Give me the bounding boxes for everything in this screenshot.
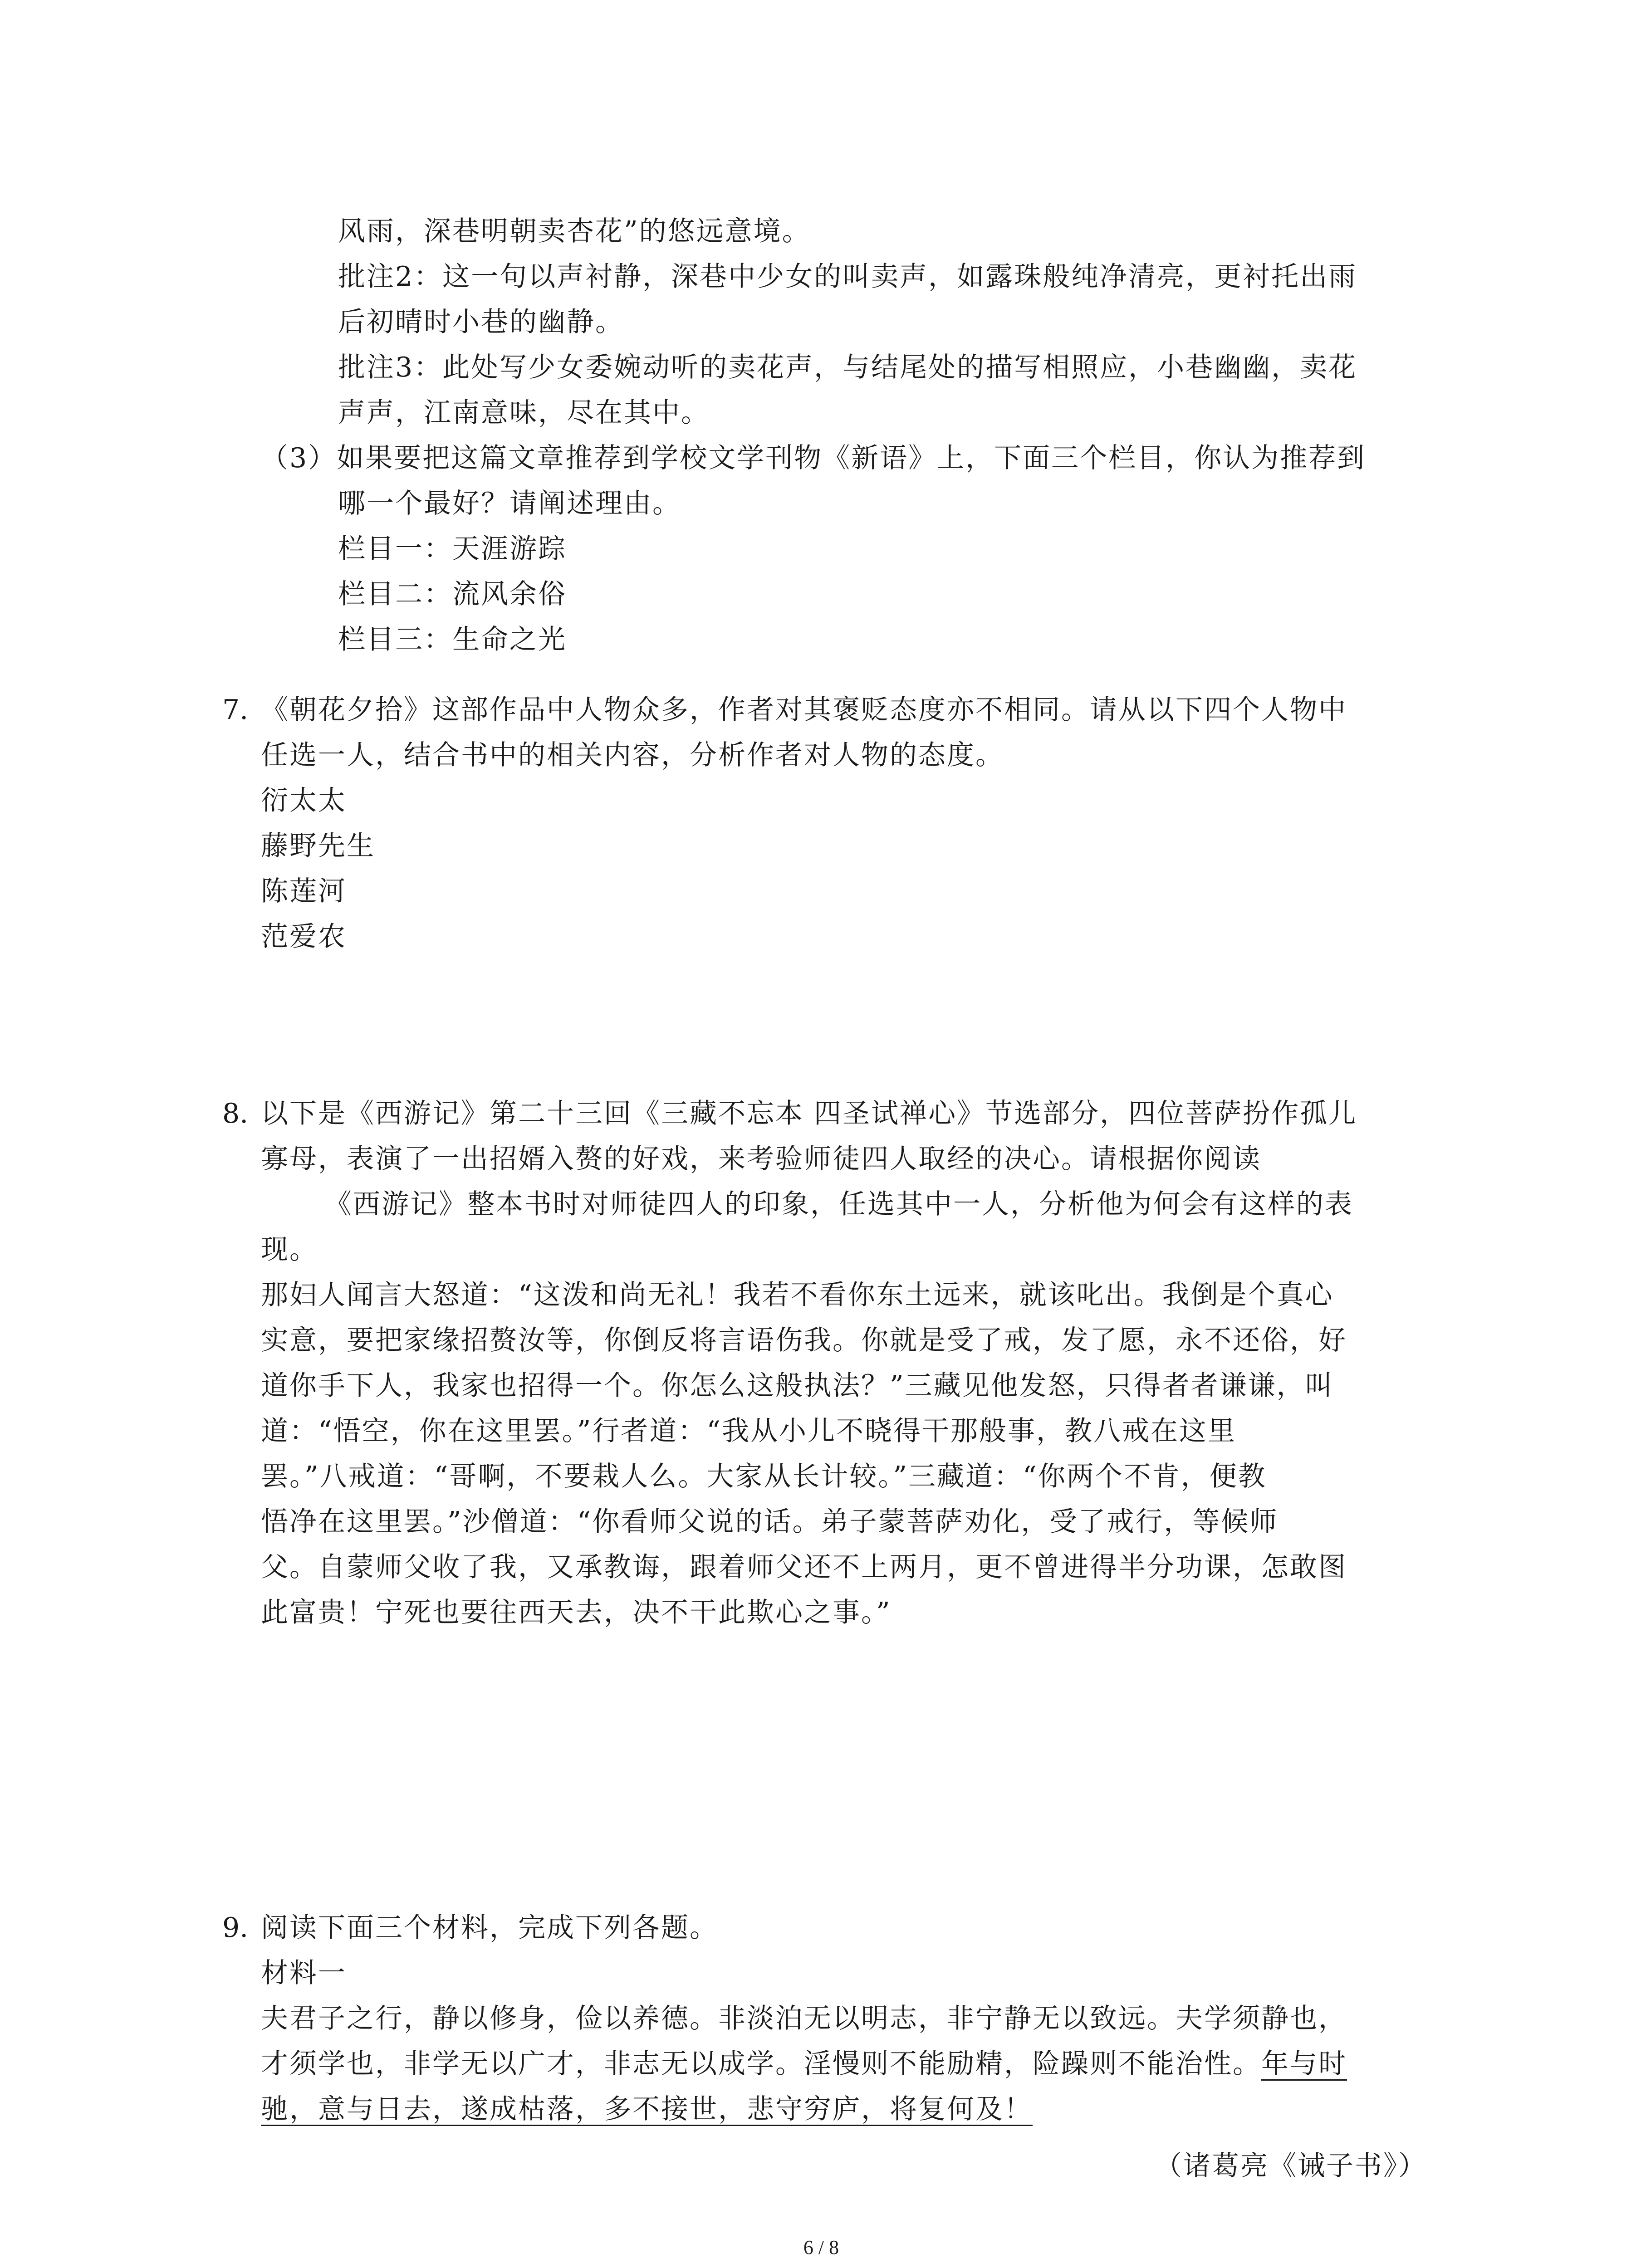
cont-line: 风雨，深巷明朝卖杏花”的悠远意境。 [338,215,811,247]
excerpt-line: 父。自蒙师父收了我，又承教诲，跟着师父还不上两月，更不曾进得半分功课，怎敢图 [261,1551,1347,1583]
question-7-number: 7. [222,694,249,726]
subquestion-3-line: 哪一个最好？请阐述理由。 [338,488,681,519]
question-8-text: 以下是《西游记》第二十三回《三藏不忘本 四圣试禅心》节选部分，四位菩萨扮作孤儿 [261,1098,1357,1129]
material-text: 夫君子之行，静以修身，俭以养德。非淡泊无以明志，非宁静无以致远。夫学须静也， [261,2003,1347,2034]
question-9-text: 阅读下面三个材料，完成下列各题。 [261,1912,718,1944]
question-7-text: 《朝花夕拾》这部作品中人物众多，作者对其褒贬态度亦不相同。请从以下四个人物中 [261,694,1347,726]
annotation-2-line: 后初晴时小巷的幽静。 [338,306,624,338]
excerpt-line: 此富贵！宁死也要往西天去，决不干此欺心之事。” [261,1597,892,1628]
excerpt-line: 道：“悟空，你在这里罢。”行者道：“我从小儿不晓得干那般事，教八戒在这里 [261,1415,1237,1447]
question-8-number: 8. [222,1098,249,1129]
material-text-plain: 才须学也，非学无以广才，非志无以成学。淫慢则不能励精，险躁则不能治性。 [261,2048,1261,2080]
column-option-1: 栏目一：天涯游踪 [338,533,567,565]
question-8-text: 寡母，表演了一出招婿入赘的好戏，来考验师徒四人取经的决心。请根据你阅读 [261,1143,1261,1175]
excerpt-line: 罢。”八戒道：“哥啊，不要栽人么。大家从长计较。”三藏道：“你两个不肯，便教 [261,1461,1267,1492]
underlined-text: 年与时 [1261,2048,1347,2080]
page-number: 6 / 8 [803,2236,839,2258]
excerpt-line: 那妇人闻言大怒道：“这泼和尚无礼！我若不看你东土远来，就该叱出。我倒是个真心 [261,1279,1334,1311]
material-text [261,2046,1347,2082]
column-option-3: 栏目三：生命之光 [338,624,567,655]
annotation-2-line: 批注2：这一句以声衬静，深巷中少女的叫卖声，如露珠般纯净清亮，更衬托出雨 [338,261,1357,293]
excerpt-line: 道你手下人，我家也招得一个。你怎么这般执法？”三藏见他发怒，只得者者谦谦，叫 [261,1370,1334,1402]
question-7-option: 藤野先生 [261,830,375,862]
question-9-number: 9. [222,1912,249,1944]
excerpt-line: 实意，要把家缘招赘汝等，你倒反将言语伤我。你就是受了戒，发了愿，永不还俗，好 [261,1325,1347,1356]
annotation-3-line: 声声，江南意味，尽在其中。 [338,397,710,429]
subquestion-3-line: （3）如果要把这篇文章推荐到学校文学刊物《新语》上，下面三个栏目，你认为推荐到 [261,442,1366,474]
excerpt-line: 悟净在这里罢。”沙僧道：“你看师父说的话。弟子蒙菩萨劝化，受了戒行，等候师 [261,1506,1279,1538]
source-citation: （诸葛亮《诫子书》） [1155,2150,1427,2182]
question-8-text: 现。 [261,1234,318,1266]
column-option-2: 栏目二：流风余俗 [338,578,567,610]
material-heading: 材料一 [261,1957,347,1989]
question-7-option: 范爱农 [261,921,347,953]
question-8-text: 《西游记》整本书时对师徒四人的印象，任选其中一人，分析他为何会有这样的表 [324,1188,1353,1220]
question-7-option: 陈莲河 [261,875,347,907]
annotation-3-line: 批注3：此处写少女委婉动听的卖花声，与结尾处的描写相照应，小巷幽幽，卖花 [338,352,1357,383]
question-7-text: 任选一人，结合书中的相关内容，分析作者对人物的态度。 [261,739,1004,771]
question-7-option: 衍太太 [261,785,347,816]
underlined-text: 驰，意与日去，遂成枯落，多不接世，悲守穷庐，将复何及！ [261,2093,1033,2125]
